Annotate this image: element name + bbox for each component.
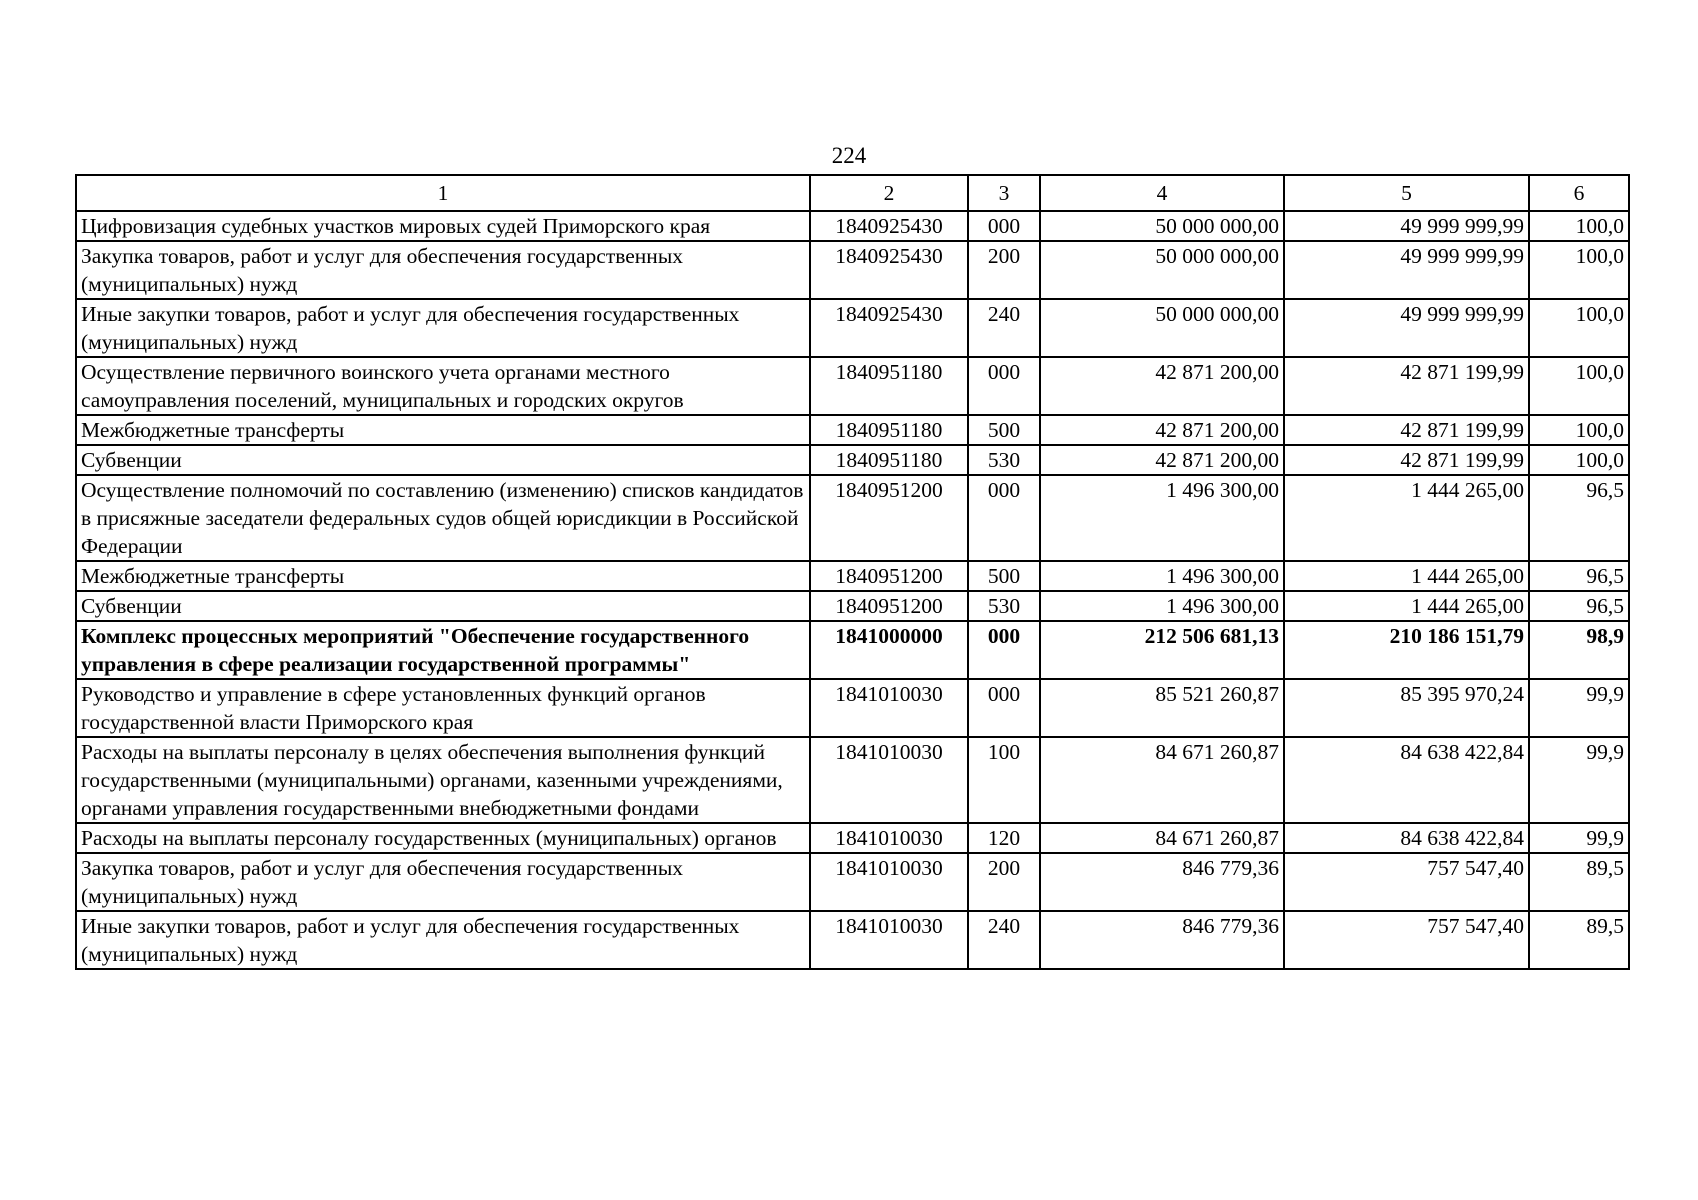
cell-expense-type: 530 <box>968 445 1040 475</box>
cell-actual-amount: 49 999 999,99 <box>1284 241 1529 299</box>
cell-expense-type: 200 <box>968 853 1040 911</box>
cell-code: 1840925430 <box>810 211 968 241</box>
cell-actual-amount: 49 999 999,99 <box>1284 299 1529 357</box>
cell-percent: 98,9 <box>1529 621 1629 679</box>
cell-expense-type: 120 <box>968 823 1040 853</box>
cell-percent: 89,5 <box>1529 911 1629 969</box>
cell-code: 1841010030 <box>810 823 968 853</box>
cell-actual-amount: 1 444 265,00 <box>1284 475 1529 561</box>
cell-code: 1840951200 <box>810 591 968 621</box>
cell-name: Иные закупки товаров, работ и услуг для обеспечения государственных (муниципальных) нужд <box>76 299 810 357</box>
cell-percent: 96,5 <box>1529 475 1629 561</box>
table-row <box>76 241 1629 299</box>
cell-planned-amount: 846 779,36 <box>1040 853 1284 911</box>
cell-code: 1841010030 <box>810 737 968 823</box>
table-row <box>76 737 1629 823</box>
cell-actual-amount: 757 547,40 <box>1284 911 1529 969</box>
cell-code: 1840951200 <box>810 475 968 561</box>
column-header-2: 2 <box>810 175 968 211</box>
cell-code: 1840951200 <box>810 561 968 591</box>
column-header-1: 1 <box>76 175 810 211</box>
table-row <box>76 211 1629 241</box>
cell-planned-amount: 1 496 300,00 <box>1040 591 1284 621</box>
cell-percent: 96,5 <box>1529 591 1629 621</box>
column-header-4: 4 <box>1040 175 1284 211</box>
cell-planned-amount: 846 779,36 <box>1040 911 1284 969</box>
cell-expense-type: 500 <box>968 415 1040 445</box>
cell-expense-type: 500 <box>968 561 1040 591</box>
cell-planned-amount: 85 521 260,87 <box>1040 679 1284 737</box>
table-row <box>76 621 1629 679</box>
cell-expense-type: 000 <box>968 621 1040 679</box>
cell-name: Иные закупки товаров, работ и услуг для обеспечения государственных (муниципальных) нужд <box>76 911 810 969</box>
table-row <box>76 853 1629 911</box>
cell-percent: 100,0 <box>1529 445 1629 475</box>
cell-name: Осуществление первичного воинского учета органами местного самоуправления поселений, муниципальных и городских округов <box>76 357 810 415</box>
cell-actual-amount: 757 547,40 <box>1284 853 1529 911</box>
cell-name: Межбюджетные трансферты <box>76 415 810 445</box>
cell-planned-amount: 1 496 300,00 <box>1040 475 1284 561</box>
table-header-row <box>76 175 1629 211</box>
cell-planned-amount: 50 000 000,00 <box>1040 211 1284 241</box>
cell-name: Закупка товаров, работ и услуг для обеспечения государственных (муниципальных) нужд <box>76 241 810 299</box>
table-row <box>76 299 1629 357</box>
cell-expense-type: 530 <box>968 591 1040 621</box>
cell-name: Осуществление полномочий по составлению (изменению) списков кандидатов в присяжные заседатели федеральных судов общей юрисдикции в Российской Федерации <box>76 475 810 561</box>
table-row <box>76 911 1629 969</box>
cell-actual-amount: 85 395 970,24 <box>1284 679 1529 737</box>
cell-name: Субвенции <box>76 445 810 475</box>
cell-percent: 99,9 <box>1529 737 1629 823</box>
cell-percent: 99,9 <box>1529 823 1629 853</box>
cell-planned-amount: 84 671 260,87 <box>1040 737 1284 823</box>
table-row <box>76 415 1629 445</box>
cell-planned-amount: 42 871 200,00 <box>1040 357 1284 415</box>
cell-expense-type: 100 <box>968 737 1040 823</box>
cell-code: 1840951180 <box>810 445 968 475</box>
cell-name: Цифровизация судебных участков мировых судей Приморского края <box>76 211 810 241</box>
cell-name: Комплекс процессных мероприятий "Обеспечение государственного управления в сфере реализации государственной программы" <box>76 621 810 679</box>
table-row <box>76 475 1629 561</box>
cell-percent: 100,0 <box>1529 299 1629 357</box>
table-row <box>76 823 1629 853</box>
cell-planned-amount: 1 496 300,00 <box>1040 561 1284 591</box>
cell-expense-type: 000 <box>968 357 1040 415</box>
budget-table <box>75 174 1630 970</box>
table-row <box>76 679 1629 737</box>
cell-planned-amount: 42 871 200,00 <box>1040 445 1284 475</box>
cell-percent: 100,0 <box>1529 211 1629 241</box>
table-body <box>76 211 1629 969</box>
cell-expense-type: 240 <box>968 911 1040 969</box>
cell-planned-amount: 50 000 000,00 <box>1040 299 1284 357</box>
table-row <box>76 445 1629 475</box>
cell-actual-amount: 1 444 265,00 <box>1284 561 1529 591</box>
column-header-5: 5 <box>1284 175 1529 211</box>
table-row <box>76 591 1629 621</box>
cell-actual-amount: 1 444 265,00 <box>1284 591 1529 621</box>
cell-planned-amount: 84 671 260,87 <box>1040 823 1284 853</box>
cell-expense-type: 000 <box>968 679 1040 737</box>
cell-actual-amount: 42 871 199,99 <box>1284 415 1529 445</box>
cell-name: Расходы на выплаты персоналу государственных (муниципальных) органов <box>76 823 810 853</box>
cell-actual-amount: 49 999 999,99 <box>1284 211 1529 241</box>
cell-planned-amount: 50 000 000,00 <box>1040 241 1284 299</box>
cell-expense-type: 000 <box>968 211 1040 241</box>
cell-code: 1840951180 <box>810 415 968 445</box>
cell-code: 1841010030 <box>810 679 968 737</box>
cell-name: Межбюджетные трансферты <box>76 561 810 591</box>
cell-code: 1840925430 <box>810 241 968 299</box>
cell-expense-type: 000 <box>968 475 1040 561</box>
cell-code: 1841010030 <box>810 911 968 969</box>
cell-actual-amount: 84 638 422,84 <box>1284 737 1529 823</box>
cell-percent: 100,0 <box>1529 357 1629 415</box>
cell-code: 1840925430 <box>810 299 968 357</box>
cell-actual-amount: 42 871 199,99 <box>1284 357 1529 415</box>
cell-planned-amount: 212 506 681,13 <box>1040 621 1284 679</box>
cell-expense-type: 200 <box>968 241 1040 299</box>
cell-percent: 89,5 <box>1529 853 1629 911</box>
cell-code: 1841010030 <box>810 853 968 911</box>
cell-actual-amount: 84 638 422,84 <box>1284 823 1529 853</box>
cell-actual-amount: 210 186 151,79 <box>1284 621 1529 679</box>
column-header-6: 6 <box>1529 175 1629 211</box>
cell-code: 1841000000 <box>810 621 968 679</box>
cell-percent: 100,0 <box>1529 415 1629 445</box>
cell-percent: 96,5 <box>1529 561 1629 591</box>
table-row <box>76 561 1629 591</box>
cell-name: Закупка товаров, работ и услуг для обеспечения государственных (муниципальных) нужд <box>76 853 810 911</box>
cell-code: 1840951180 <box>810 357 968 415</box>
column-header-3: 3 <box>968 175 1040 211</box>
cell-percent: 100,0 <box>1529 241 1629 299</box>
page-number: 224 <box>831 143 867 168</box>
cell-percent: 99,9 <box>1529 679 1629 737</box>
cell-name: Субвенции <box>76 591 810 621</box>
cell-name: Руководство и управление в сфере установленных функций органов государственной власти Приморского края <box>76 679 810 737</box>
table-row <box>76 357 1629 415</box>
cell-expense-type: 240 <box>968 299 1040 357</box>
cell-actual-amount: 42 871 199,99 <box>1284 445 1529 475</box>
cell-name: Расходы на выплаты персоналу в целях обеспечения выполнения функций государственными (муниципальными) органами, казенными учреждениями, органами управления государственными внебюджетными фондами <box>76 737 810 823</box>
cell-planned-amount: 42 871 200,00 <box>1040 415 1284 445</box>
